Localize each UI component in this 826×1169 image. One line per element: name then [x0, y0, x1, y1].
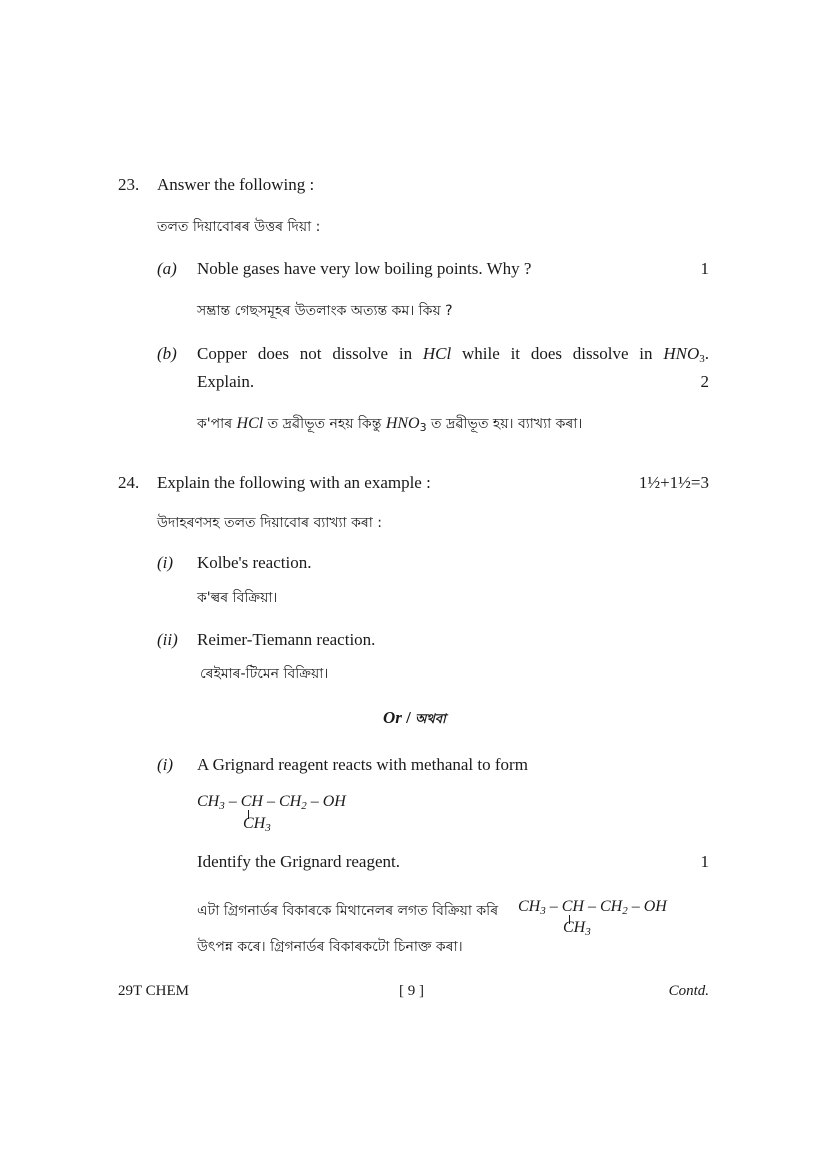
q23b-as-pre: ক'পাৰ	[197, 416, 237, 432]
q24alt-label: (i)	[157, 755, 174, 774]
q24i-label: (i)	[157, 553, 174, 572]
q24alt-marks: 1	[700, 852, 709, 871]
formula-2-sub-a: 3	[540, 905, 546, 917]
q23a-marks: 1	[700, 259, 709, 278]
question-number-23: 23.	[118, 175, 140, 194]
q23a-label: (a)	[157, 259, 177, 278]
formula-main-1	[197, 793, 346, 812]
or-separator: /	[401, 708, 416, 727]
formula-1-branch-sub: 3	[265, 822, 271, 834]
formula-1-ch: CH	[197, 793, 220, 810]
q23a-text-assamese: সম্ভ্ৰান্ত গেছসমূহৰ উতলাংক অত্যন্ত কম। কিয় ?	[197, 303, 453, 319]
or-assamese: অথবা	[415, 712, 446, 727]
formula-1-sub-a: 3	[219, 800, 225, 812]
q23b-end: .	[704, 344, 709, 363]
q24alt-text: A Grignard reagent reacts with methanal to form	[197, 755, 528, 774]
q24-prompt-assamese: উদাহৰণসহ তলত দিয়াবোৰ ব্যাখ্যা কৰা :	[157, 515, 383, 531]
formula-1-branch	[243, 815, 271, 834]
q23b-hno3: HNO	[663, 344, 700, 363]
formula-2-branch	[563, 919, 591, 938]
q24ii-label: (ii)	[157, 630, 178, 649]
q23b-as-hno3-sub: 3	[419, 421, 427, 434]
q24ii-text: Reimer-Tiemann reaction.	[197, 630, 376, 649]
q24-marks: 1½+1½=3	[638, 473, 709, 492]
q23b-as-mid: ত দ্ৰৱীভূত নহয় কিন্তু	[263, 416, 386, 432]
q24-prompt: Explain the following with an example :	[157, 473, 431, 492]
q24i-text: Kolbe's reaction.	[197, 553, 312, 572]
q23b-as-hno3: HNO	[385, 415, 420, 432]
q23b-text-line1	[197, 344, 709, 365]
q23a-text: Noble gases have very low boiling points. Why ?	[197, 259, 532, 278]
formula-1-branch-ch: CH	[243, 815, 266, 832]
q23b-hno3-sub: 3	[699, 353, 705, 365]
q23b-pre: Copper does not dissolve in	[197, 344, 423, 363]
formula-2-chain: – CH – CH	[545, 898, 623, 915]
formula-2-branch-ch: CH	[563, 919, 586, 936]
footer-contd: Contd.	[668, 983, 709, 999]
q24i-text-assamese: ক'ল্বৰ বিক্ৰিয়া।	[197, 590, 278, 606]
q23b-hcl: HCl	[422, 344, 452, 363]
formula-2-sub-b: 2	[622, 905, 628, 917]
footer-page-number: [ 9 ]	[399, 983, 424, 999]
q23b-text-line2: Explain.	[197, 372, 255, 391]
q23b-label: (b)	[157, 344, 177, 363]
formula-1-sub-b: 2	[301, 800, 307, 812]
q23b-mid: while it does dissolve in	[451, 344, 664, 363]
formula-2-oh: – OH	[627, 898, 667, 915]
footer-code: 29T CHEM	[118, 983, 189, 999]
formula-main-2	[518, 898, 667, 917]
formula-1-chain: – CH – CH	[224, 793, 302, 810]
q23b-marks: 2	[700, 372, 709, 391]
question-number-24: 24.	[118, 473, 140, 492]
q24alt-assamese-line1: এটা গ্ৰিগনাৰ্ডৰ বিকাৰকে মিথানেলৰ লগত বিক্ৰিয়া কৰি	[197, 903, 499, 919]
q23-prompt: Answer the following :	[157, 175, 315, 194]
formula-2-branch-sub: 3	[585, 926, 591, 938]
q23b-as-end: ত দ্ৰৱীভূত হয়। ব্যাখ্যা কৰা।	[426, 416, 583, 432]
q24alt-identify: Identify the Grignard reagent.	[197, 852, 400, 871]
or-english: Or	[383, 708, 402, 727]
q23b-text-assamese	[197, 412, 582, 436]
q24ii-text-assamese: ৰেইমাৰ-টিমেন বিক্ৰিয়া।	[200, 666, 329, 682]
formula-2-ch: CH	[518, 898, 541, 915]
or-divider	[383, 708, 446, 731]
q23-prompt-assamese: তলত দিয়াবোৰৰ উত্তৰ দিয়া :	[157, 219, 321, 235]
formula-1-oh: – OH	[306, 793, 346, 810]
q24alt-assamese-line2: উৎপন্ন কৰে। গ্ৰিগনাৰ্ডৰ বিকাৰকটো চিনাক্ত কৰা।	[197, 939, 463, 955]
q23b-as-hcl: HCl	[236, 415, 264, 432]
